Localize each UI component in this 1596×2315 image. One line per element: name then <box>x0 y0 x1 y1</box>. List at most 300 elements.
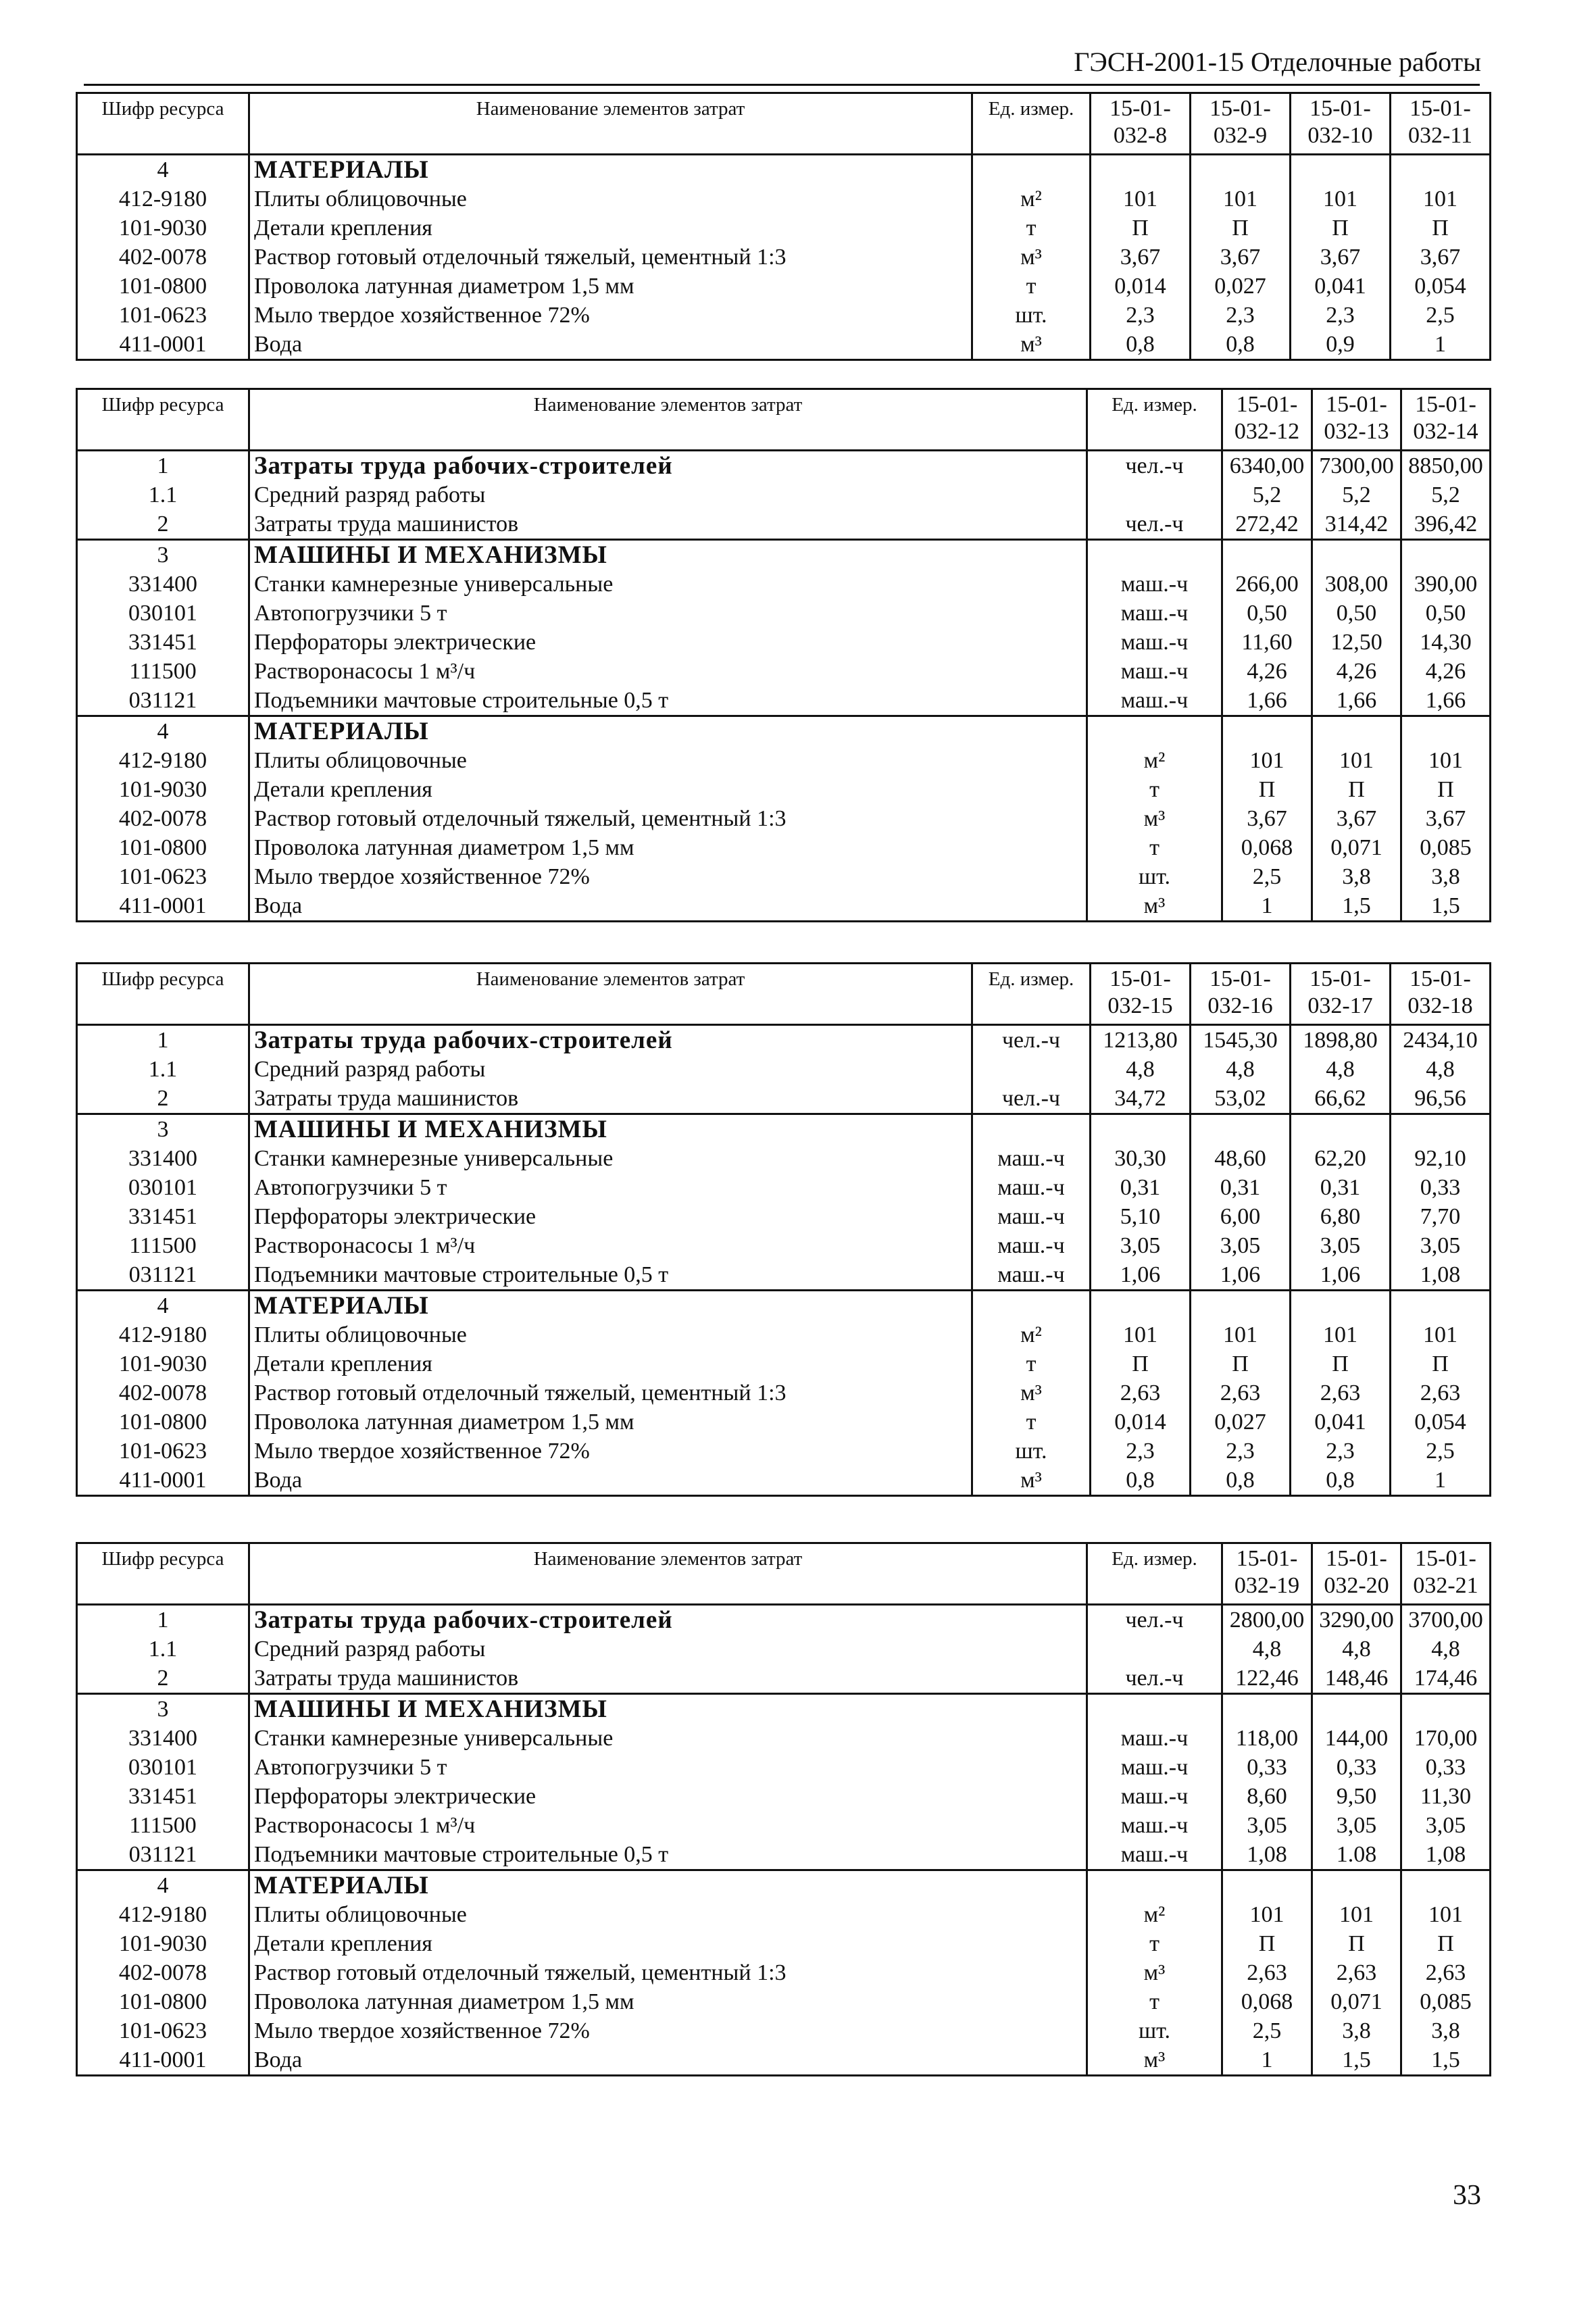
table-row <box>77 833 1491 862</box>
value-cell: 0,31 <box>1291 1173 1391 1202</box>
table-row <box>77 1349 1491 1378</box>
value-cell: П <box>1291 1349 1391 1378</box>
column-header: Наименование элементов затрат <box>249 964 972 1025</box>
column-header: 15-01-032-15 <box>1091 964 1191 1025</box>
table-row <box>77 1320 1491 1349</box>
cost-element-name-cell: Автопогрузчики 5 т <box>249 1173 972 1202</box>
value-cell: 1 <box>1222 891 1312 922</box>
page-number: 33 <box>1453 2180 1481 2211</box>
unit-cell: т <box>1087 1987 1222 2016</box>
cost-element-name-cell: Плиты облицовочные <box>249 184 972 214</box>
value-cell: 12,50 <box>1312 628 1401 657</box>
resource-code-cell: 031121 <box>77 1840 249 1870</box>
value-cell: 1,66 <box>1401 686 1491 716</box>
value-cell: П <box>1091 1349 1191 1378</box>
unit-cell: м³ <box>972 1378 1091 1408</box>
cost-element-name-cell: Проволока латунная диаметром 1,5 мм <box>249 833 1087 862</box>
value-cell: 11,30 <box>1401 1782 1491 1811</box>
value-cell: 48,60 <box>1191 1144 1291 1173</box>
column-header: 15-01-032-9 <box>1191 93 1291 155</box>
table-body <box>77 155 1491 360</box>
unit-cell: маш.-ч <box>1087 1782 1222 1811</box>
value-cell <box>1401 540 1491 570</box>
value-cell: 1,08 <box>1222 1840 1312 1870</box>
value-cell: 314,42 <box>1312 509 1401 540</box>
unit-cell: маш.-ч <box>972 1260 1091 1291</box>
cost-element-name-cell: Детали крепления <box>249 1929 1087 1958</box>
value-cell <box>1222 540 1312 570</box>
value-cell: 308,00 <box>1312 570 1401 599</box>
value-cell: 3,8 <box>1401 862 1491 891</box>
value-cell: 7,70 <box>1391 1202 1491 1231</box>
value-cell: 390,00 <box>1401 570 1491 599</box>
resource-code-cell: 1.1 <box>77 1635 249 1664</box>
column-header: Ед. измер. <box>1087 389 1222 451</box>
table-row <box>77 1635 1491 1664</box>
value-cell <box>1401 716 1491 747</box>
unit-cell <box>1087 1870 1222 1901</box>
table-row <box>77 2016 1491 2045</box>
resource-code-cell: 412-9180 <box>77 1900 249 1929</box>
value-cell <box>1391 155 1491 185</box>
table-row <box>77 1084 1491 1114</box>
value-cell: 2,63 <box>1391 1378 1491 1408</box>
value-cell: 3,05 <box>1291 1231 1391 1260</box>
unit-cell: шт. <box>1087 862 1222 891</box>
column-header: Шифр ресурса <box>77 1543 249 1605</box>
header-rule <box>84 84 1480 86</box>
resource-code-cell: 331451 <box>77 628 249 657</box>
value-cell: 62,20 <box>1291 1144 1391 1173</box>
unit-cell: маш.-ч <box>1087 570 1222 599</box>
value-cell: 3,05 <box>1401 1811 1491 1840</box>
value-cell: 101 <box>1191 184 1291 214</box>
resource-code-cell: 3 <box>77 1114 249 1145</box>
cost-element-name-cell: Автопогрузчики 5 т <box>249 1753 1087 1782</box>
value-cell: 2,63 <box>1091 1378 1191 1408</box>
value-cell: 1898,80 <box>1291 1025 1391 1055</box>
cost-element-name-cell: Затраты труда рабочих-строителей <box>249 1605 1087 1635</box>
value-cell: 3,67 <box>1091 243 1191 272</box>
value-cell: 1 <box>1391 1466 1491 1496</box>
cost-element-name-cell: Проволока латунная диаметром 1,5 мм <box>249 272 972 301</box>
value-cell: 3,8 <box>1312 862 1401 891</box>
value-cell: 6,80 <box>1291 1202 1391 1231</box>
value-cell: 101 <box>1222 1900 1312 1929</box>
column-header: 15-01-032-13 <box>1312 389 1401 451</box>
value-cell: 5,2 <box>1401 480 1491 509</box>
unit-cell: маш.-ч <box>1087 1840 1222 1870</box>
value-cell: П <box>1191 214 1291 243</box>
value-cell: 2,5 <box>1391 301 1491 330</box>
table-row <box>77 628 1491 657</box>
value-cell: 1,5 <box>1312 891 1401 922</box>
value-cell: П <box>1191 1349 1291 1378</box>
table-row <box>77 1173 1491 1202</box>
table-body <box>77 1025 1491 1496</box>
value-cell: 0,33 <box>1222 1753 1312 1782</box>
section-row <box>77 716 1491 747</box>
unit-cell: шт. <box>972 301 1091 330</box>
value-cell: 118,00 <box>1222 1724 1312 1753</box>
value-cell: 0,085 <box>1401 833 1491 862</box>
value-cell: 1,5 <box>1401 891 1491 922</box>
unit-cell: маш.-ч <box>972 1202 1091 1231</box>
value-cell: 4,8 <box>1091 1055 1191 1084</box>
value-cell: 5,10 <box>1091 1202 1191 1231</box>
cost-element-name-cell: Детали крепления <box>249 775 1087 804</box>
unit-cell: чел.-ч <box>1087 1605 1222 1635</box>
cost-element-name-cell: Вода <box>249 1466 972 1496</box>
section-row <box>77 1025 1491 1055</box>
value-cell: 2,63 <box>1312 1958 1401 1987</box>
value-cell: 101 <box>1401 1900 1491 1929</box>
cost-element-name-cell: Вода <box>249 891 1087 922</box>
value-cell: 0,071 <box>1312 833 1401 862</box>
value-cell: 3,67 <box>1312 804 1401 833</box>
value-cell: 0,33 <box>1312 1753 1401 1782</box>
value-cell: 101 <box>1391 184 1491 214</box>
section-row <box>77 540 1491 570</box>
table-row <box>77 1144 1491 1173</box>
value-cell: 1,06 <box>1191 1260 1291 1291</box>
unit-cell: м² <box>1087 746 1222 775</box>
table-row <box>77 1055 1491 1084</box>
value-cell: 30,30 <box>1091 1144 1191 1173</box>
resource-code-cell: 101-9030 <box>77 775 249 804</box>
resource-code-cell: 111500 <box>77 1231 249 1260</box>
value-cell: 1.08 <box>1312 1840 1401 1870</box>
value-cell: 0,068 <box>1222 833 1312 862</box>
resource-code-cell: 402-0078 <box>77 243 249 272</box>
resource-code-cell: 1 <box>77 1605 249 1635</box>
unit-cell: т <box>1087 775 1222 804</box>
table-row <box>77 775 1491 804</box>
unit-cell: м³ <box>1087 1958 1222 1987</box>
resource-code-cell: 412-9180 <box>77 184 249 214</box>
cost-element-name-cell: Растворонасосы 1 м³/ч <box>249 1811 1087 1840</box>
resource-code-cell: 101-9030 <box>77 214 249 243</box>
value-cell: 0,33 <box>1391 1173 1491 1202</box>
resource-code-cell: 4 <box>77 1870 249 1901</box>
unit-cell: маш.-ч <box>1087 1753 1222 1782</box>
value-cell: 2,63 <box>1222 1958 1312 1987</box>
value-cell: 0,027 <box>1191 272 1291 301</box>
value-cell: 4,8 <box>1391 1055 1491 1084</box>
unit-cell: чел.-ч <box>972 1084 1091 1114</box>
column-header: Наименование элементов затрат <box>249 1543 1087 1605</box>
unit-cell: м³ <box>972 243 1091 272</box>
value-cell: 1 <box>1391 330 1491 360</box>
value-cell: 396,42 <box>1401 509 1491 540</box>
table-row <box>77 330 1491 360</box>
table-row <box>77 272 1491 301</box>
value-cell: П <box>1391 214 1491 243</box>
unit-cell: маш.-ч <box>1087 1724 1222 1753</box>
unit-cell: маш.-ч <box>1087 686 1222 716</box>
value-cell <box>1291 155 1391 185</box>
cost-element-name-cell: МАШИНЫ И МЕХАНИЗМЫ <box>249 540 1087 570</box>
resource-code-cell: 030101 <box>77 1753 249 1782</box>
value-cell: 1 <box>1222 2045 1312 2076</box>
cost-element-name-cell: Вода <box>249 330 972 360</box>
column-header: 15-01-032-12 <box>1222 389 1312 451</box>
value-cell: 92,10 <box>1391 1144 1491 1173</box>
value-cell: 4,8 <box>1191 1055 1291 1084</box>
section-row <box>77 1291 1491 1321</box>
resource-code-cell: 101-0800 <box>77 1987 249 2016</box>
table-body <box>77 451 1491 922</box>
cost-element-name-cell: МАШИНЫ И МЕХАНИЗМЫ <box>249 1114 972 1145</box>
unit-cell: чел.-ч <box>1087 451 1222 481</box>
value-cell: 101 <box>1312 746 1401 775</box>
section-row <box>77 1114 1491 1145</box>
column-header: 15-01-032-18 <box>1391 964 1491 1025</box>
resource-code-cell: 331400 <box>77 1724 249 1753</box>
resource-code-cell: 402-0078 <box>77 804 249 833</box>
value-cell: 1,06 <box>1291 1260 1391 1291</box>
value-cell <box>1401 1870 1491 1901</box>
value-cell: 101 <box>1191 1320 1291 1349</box>
page-header-title: ГЭСН-2001-15 Отделочные работы <box>1074 47 1481 77</box>
resource-code-cell: 331451 <box>77 1202 249 1231</box>
cost-element-name-cell: Станки камнерезные универсальные <box>249 1144 972 1173</box>
cost-element-name-cell: Плиты облицовочные <box>249 1900 1087 1929</box>
value-cell: 0,8 <box>1191 1466 1291 1496</box>
value-cell: 101 <box>1312 1900 1401 1929</box>
value-cell: 0,054 <box>1391 1408 1491 1437</box>
column-header: 15-01-032-19 <box>1222 1543 1312 1605</box>
value-cell: 101 <box>1401 746 1491 775</box>
resource-code-cell: 101-0800 <box>77 1408 249 1437</box>
table-row <box>77 1987 1491 2016</box>
table-row <box>77 1437 1491 1466</box>
value-cell: 0,041 <box>1291 272 1391 301</box>
table-row <box>77 301 1491 330</box>
table-row <box>77 243 1491 272</box>
table-row <box>77 1900 1491 1929</box>
cost-element-name-cell: Станки камнерезные универсальные <box>249 1724 1087 1753</box>
cost-element-name-cell: Проволока латунная диаметром 1,5 мм <box>249 1408 972 1437</box>
column-header: Шифр ресурса <box>77 93 249 155</box>
unit-cell: чел.-ч <box>972 1025 1091 1055</box>
value-cell <box>1312 1694 1401 1724</box>
resource-code-cell: 2 <box>77 509 249 540</box>
column-header: 15-01-032-10 <box>1291 93 1391 155</box>
unit-cell: маш.-ч <box>1087 1811 1222 1840</box>
table-row <box>77 686 1491 716</box>
resource-code-cell: 101-0800 <box>77 272 249 301</box>
unit-cell: м³ <box>1087 2045 1222 2076</box>
value-cell: 174,46 <box>1401 1664 1491 1694</box>
unit-cell: маш.-ч <box>1087 628 1222 657</box>
value-cell: 0,8 <box>1091 1466 1191 1496</box>
resource-code-cell: 402-0078 <box>77 1958 249 1987</box>
value-cell: 0,014 <box>1091 272 1191 301</box>
resource-code-cell: 101-0800 <box>77 833 249 862</box>
value-cell: 53,02 <box>1191 1084 1291 1114</box>
value-cell: 0,8 <box>1191 330 1291 360</box>
norm-table-1 <box>76 92 1491 361</box>
table-row <box>77 1466 1491 1496</box>
resource-code-cell: 031121 <box>77 1260 249 1291</box>
value-cell <box>1222 1870 1312 1901</box>
unit-cell: чел.-ч <box>1087 509 1222 540</box>
resource-code-cell: 411-0001 <box>77 1466 249 1496</box>
value-cell: 0,085 <box>1401 1987 1491 2016</box>
table-row <box>77 862 1491 891</box>
table-row <box>77 184 1491 214</box>
value-cell: 5,2 <box>1312 480 1401 509</box>
table-row <box>77 214 1491 243</box>
value-cell: 4,8 <box>1401 1635 1491 1664</box>
cost-element-name-cell: МАТЕРИАЛЫ <box>249 155 972 185</box>
value-cell: 3700,00 <box>1401 1605 1491 1635</box>
resource-code-cell: 411-0001 <box>77 891 249 922</box>
cost-element-name-cell: Мыло твердое хозяйственное 72% <box>249 1437 972 1466</box>
value-cell <box>1312 716 1401 747</box>
value-cell: 4,26 <box>1312 657 1401 686</box>
unit-cell <box>1087 716 1222 747</box>
column-header: Ед. измер. <box>972 93 1091 155</box>
value-cell: 0,50 <box>1401 599 1491 628</box>
cost-element-name-cell: Вода <box>249 2045 1087 2076</box>
value-cell: 3,05 <box>1191 1231 1291 1260</box>
value-cell <box>1312 540 1401 570</box>
value-cell: 4,8 <box>1291 1055 1391 1084</box>
value-cell: 1,5 <box>1312 2045 1401 2076</box>
value-cell: 2,3 <box>1091 1437 1191 1466</box>
value-cell: 1213,80 <box>1091 1025 1191 1055</box>
value-cell <box>1191 1291 1291 1321</box>
value-cell: 1,5 <box>1401 2045 1491 2076</box>
resource-code-cell: 4 <box>77 1291 249 1321</box>
value-cell: 0,014 <box>1091 1408 1191 1437</box>
value-cell: 3,67 <box>1391 243 1491 272</box>
column-header: Наименование элементов затрат <box>249 389 1087 451</box>
unit-cell: т <box>1087 833 1222 862</box>
unit-cell: т <box>972 1349 1091 1378</box>
cost-element-name-cell: Затраты труда рабочих-строителей <box>249 451 1087 481</box>
value-cell: 101 <box>1291 1320 1391 1349</box>
value-cell: 2800,00 <box>1222 1605 1312 1635</box>
value-cell: 3,8 <box>1312 2016 1401 2045</box>
value-cell: 14,30 <box>1401 628 1491 657</box>
value-cell: 101 <box>1222 746 1312 775</box>
cost-element-name-cell: Средний разряд работы <box>249 480 1087 509</box>
value-cell: 2,63 <box>1401 1958 1491 1987</box>
unit-cell: м³ <box>1087 804 1222 833</box>
cost-element-name-cell: Плиты облицовочные <box>249 746 1087 775</box>
value-cell <box>1091 155 1191 185</box>
resource-code-cell: 1.1 <box>77 480 249 509</box>
resource-code-cell: 1.1 <box>77 1055 249 1084</box>
resource-code-cell: 2 <box>77 1664 249 1694</box>
unit-cell: маш.-ч <box>972 1173 1091 1202</box>
column-header: Шифр ресурса <box>77 964 249 1025</box>
value-cell: 101 <box>1291 184 1391 214</box>
value-cell: 1,66 <box>1312 686 1401 716</box>
table-row <box>77 1202 1491 1231</box>
table-row <box>77 1929 1491 1958</box>
cost-element-name-cell: Детали крепления <box>249 1349 972 1378</box>
table-row <box>77 1840 1491 1870</box>
value-cell: 3,05 <box>1091 1231 1191 1260</box>
value-cell: 2,63 <box>1291 1378 1391 1408</box>
norm-table-3 <box>76 962 1491 1497</box>
value-cell: 34,72 <box>1091 1084 1191 1114</box>
cost-element-name-cell: Подъемники мачтовые строительные 0,5 т <box>249 686 1087 716</box>
resource-code-cell: 411-0001 <box>77 330 249 360</box>
resource-code-cell: 101-0623 <box>77 2016 249 2045</box>
section-row <box>77 1605 1491 1635</box>
value-cell <box>1222 716 1312 747</box>
value-cell: П <box>1312 775 1401 804</box>
value-cell: 7300,00 <box>1312 451 1401 481</box>
unit-cell: т <box>1087 1929 1222 1958</box>
column-header: 15-01-032-16 <box>1191 964 1291 1025</box>
unit-cell: т <box>972 1408 1091 1437</box>
value-cell: 3,67 <box>1291 243 1391 272</box>
resource-code-cell: 4 <box>77 155 249 185</box>
unit-cell <box>1087 1694 1222 1724</box>
unit-cell <box>1087 480 1222 509</box>
cost-element-name-cell: Станки камнерезные универсальные <box>249 570 1087 599</box>
unit-cell: м² <box>1087 1900 1222 1929</box>
cost-element-name-cell: МАТЕРИАЛЫ <box>249 1870 1087 1901</box>
cost-element-name-cell: Подъемники мачтовые строительные 0,5 т <box>249 1840 1087 1870</box>
value-cell: 3,05 <box>1222 1811 1312 1840</box>
resource-code-cell: 101-9030 <box>77 1349 249 1378</box>
resource-code-cell: 331400 <box>77 570 249 599</box>
resource-code-cell: 3 <box>77 1694 249 1724</box>
unit-cell: маш.-ч <box>1087 657 1222 686</box>
table-row <box>77 1753 1491 1782</box>
unit-cell: т <box>972 272 1091 301</box>
value-cell: 0,071 <box>1312 1987 1401 2016</box>
unit-cell <box>972 1291 1091 1321</box>
cost-element-name-cell: Средний разряд работы <box>249 1635 1087 1664</box>
resource-code-cell: 4 <box>77 716 249 747</box>
value-cell: 1,66 <box>1222 686 1312 716</box>
column-header: Ед. измер. <box>1087 1543 1222 1605</box>
cost-element-name-cell: Затраты труда машинистов <box>249 509 1087 540</box>
column-header: 15-01-032-20 <box>1312 1543 1401 1605</box>
value-cell <box>1401 1694 1491 1724</box>
table-row <box>77 1958 1491 1987</box>
cost-element-name-cell: Детали крепления <box>249 214 972 243</box>
resource-code-cell: 411-0001 <box>77 2045 249 2076</box>
table-row <box>77 804 1491 833</box>
value-cell: П <box>1222 1929 1312 1958</box>
value-cell: 6,00 <box>1191 1202 1291 1231</box>
table-row <box>77 1231 1491 1260</box>
resource-code-cell: 101-9030 <box>77 1929 249 1958</box>
value-cell: 144,00 <box>1312 1724 1401 1753</box>
resource-code-cell: 101-0623 <box>77 862 249 891</box>
table-row <box>77 1378 1491 1408</box>
value-cell: 0,027 <box>1191 1408 1291 1437</box>
value-cell: 122,46 <box>1222 1664 1312 1694</box>
unit-cell: м³ <box>972 330 1091 360</box>
table-header-row <box>77 1543 1491 1605</box>
resource-code-cell: 331400 <box>77 1144 249 1173</box>
cost-element-name-cell: Раствор готовый отделочный тяжелый, цементный 1:3 <box>249 804 1087 833</box>
value-cell: 0,33 <box>1401 1753 1491 1782</box>
value-cell: 0,8 <box>1291 1466 1391 1496</box>
cost-element-name-cell: Затраты труда машинистов <box>249 1664 1087 1694</box>
table-row <box>77 509 1491 540</box>
